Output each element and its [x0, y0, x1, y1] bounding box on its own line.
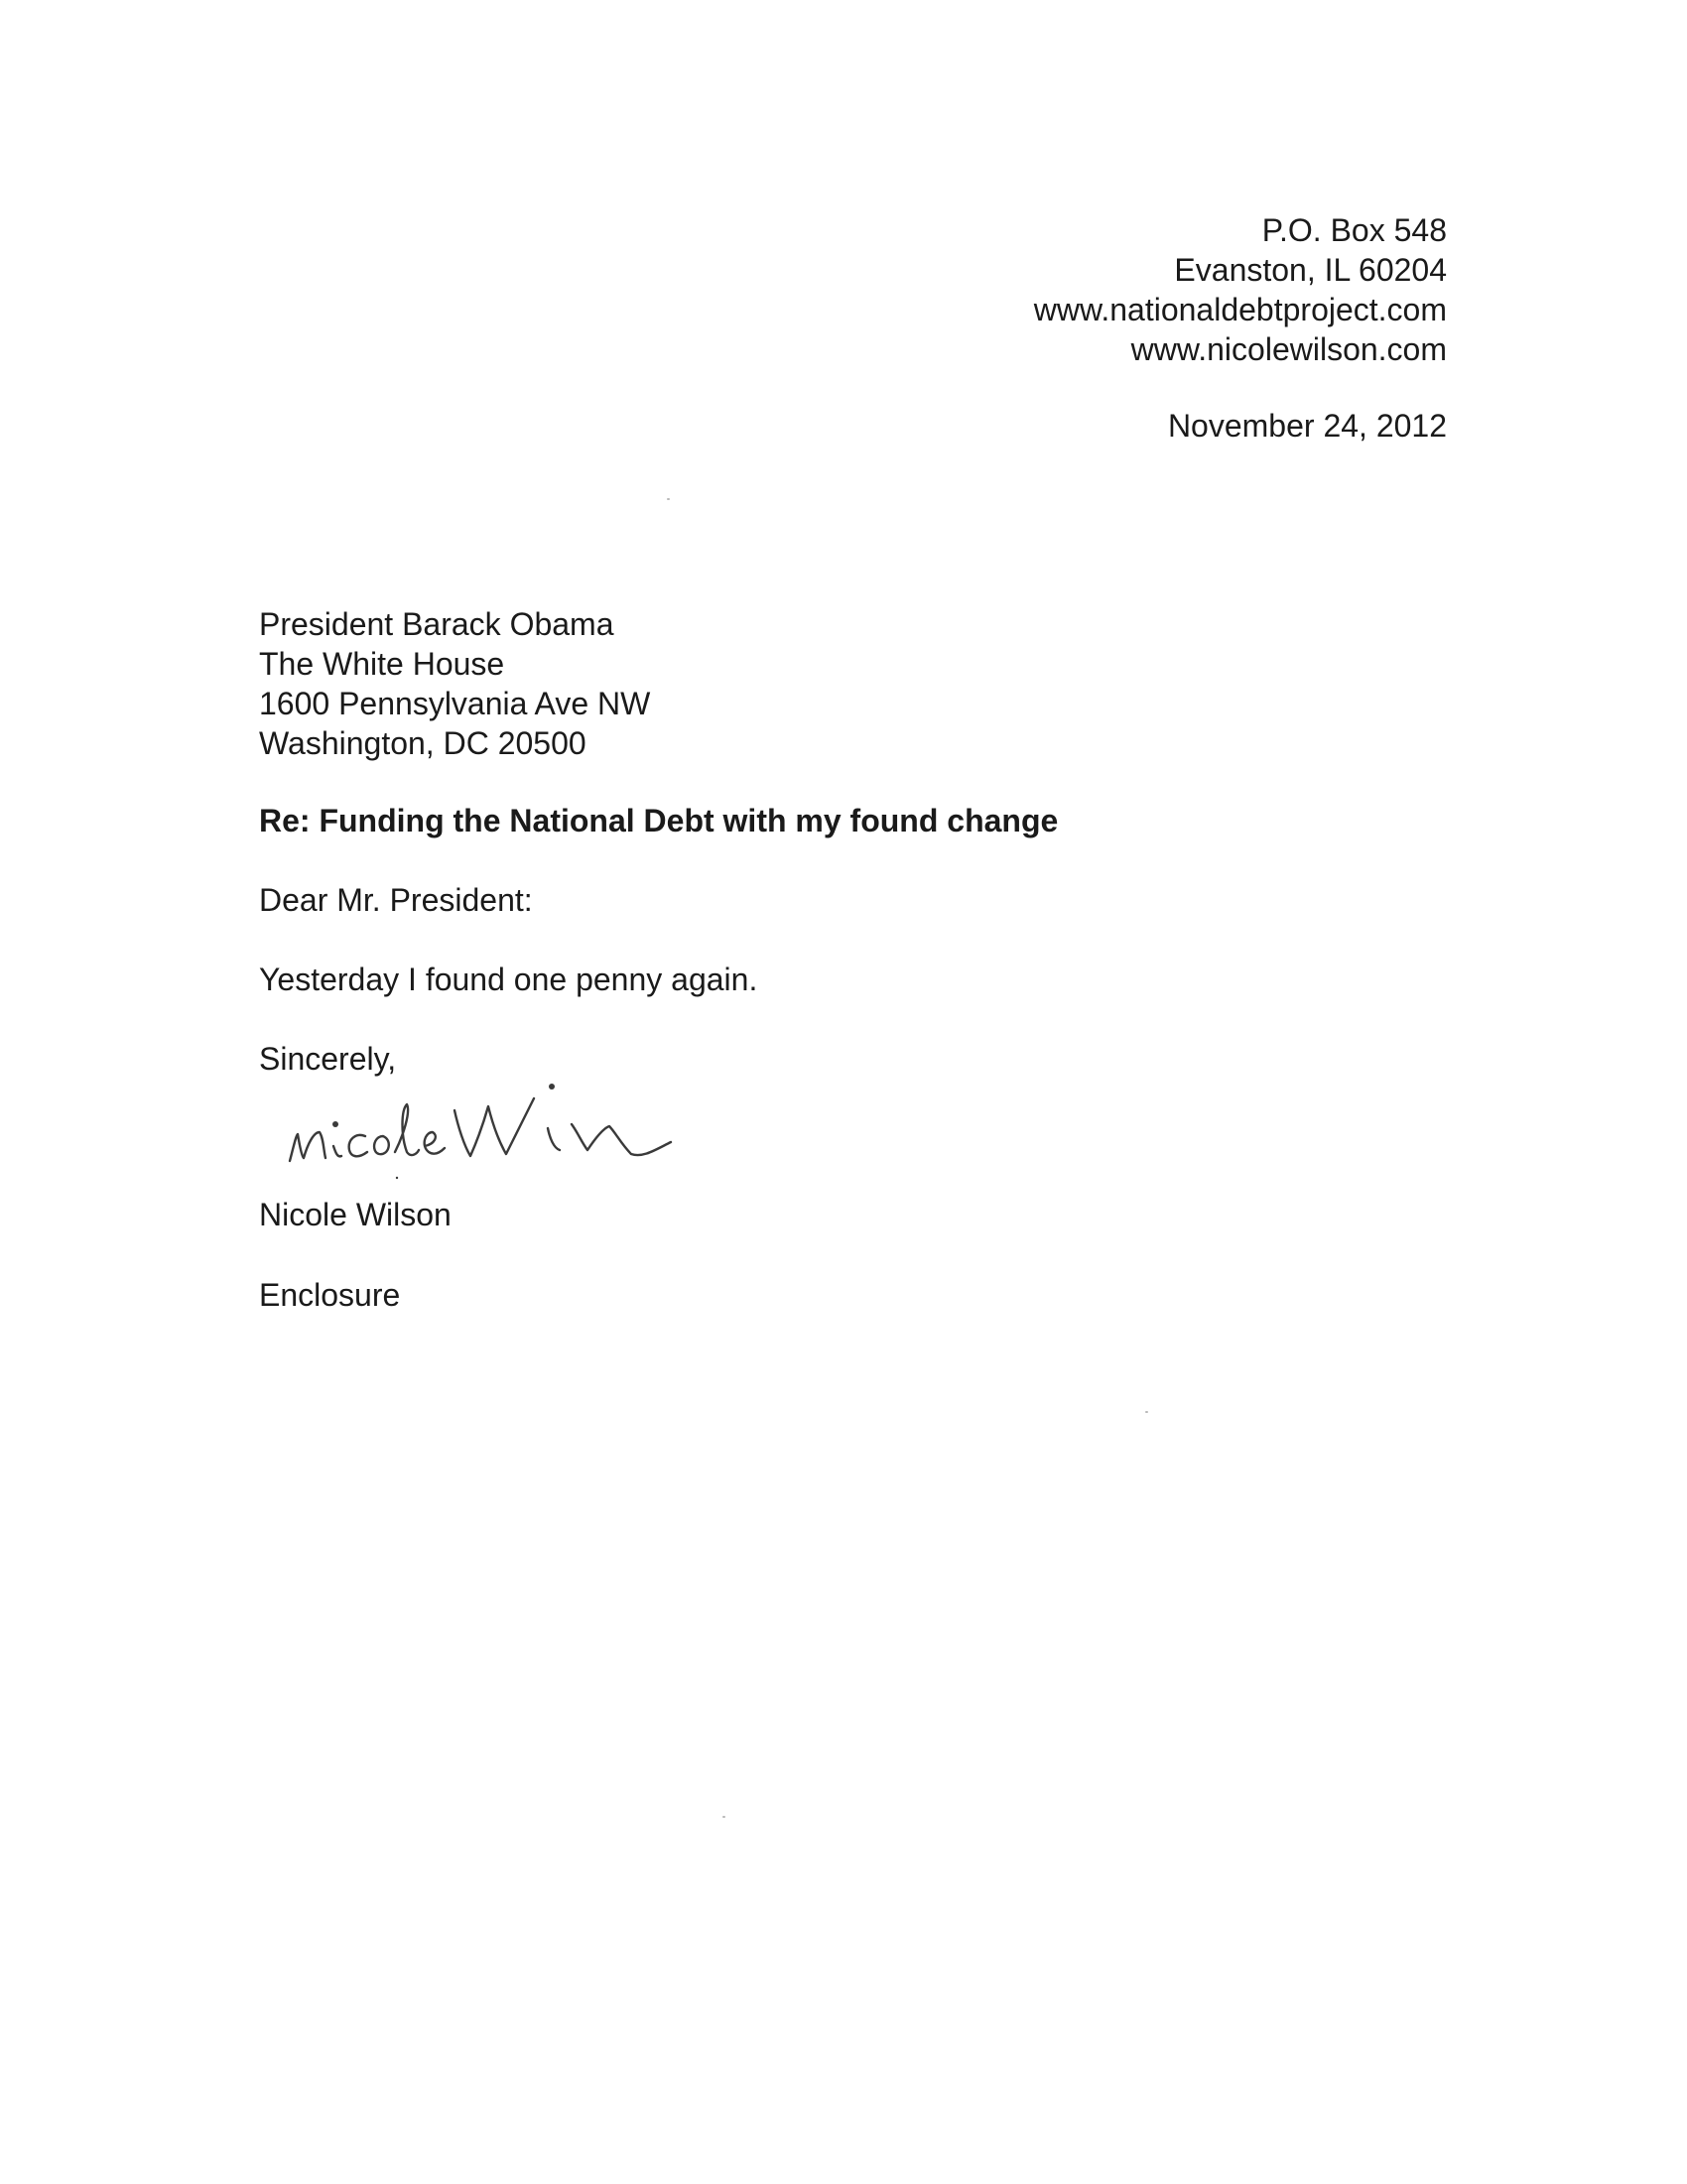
scan-speck — [667, 498, 670, 500]
closing: Sincerely, — [259, 1041, 397, 1077]
recipient-address — [259, 604, 650, 763]
subject-line: Re: Funding the National Debt with my found change — [259, 803, 1059, 838]
sender-website-project: www.nationaldebtproject.com — [1033, 292, 1447, 327]
scan-speck — [722, 1816, 725, 1818]
recipient-city-state-zip: Washington, DC 20500 — [259, 725, 586, 761]
handwritten-signature-icon — [280, 1067, 697, 1181]
sender-po-box: P.O. Box 548 — [1261, 212, 1447, 248]
sender-address — [1034, 210, 1447, 369]
scan-speck — [1145, 1411, 1148, 1413]
signer-name: Nicole Wilson — [259, 1197, 452, 1232]
recipient-organization: The White House — [259, 646, 505, 682]
letter-date: November 24, 2012 — [1167, 408, 1447, 444]
recipient-name: President Barack Obama — [259, 606, 614, 642]
body-paragraph: Yesterday I found one penny again. — [259, 962, 758, 997]
recipient-street: 1600 Pennsylvania Ave NW — [259, 686, 651, 721]
salutation: Dear Mr. President: — [259, 882, 533, 918]
sender-website-personal: www.nicolewilson.com — [1130, 331, 1447, 367]
enclosure-notation: Enclosure — [259, 1277, 401, 1313]
sender-city-state-zip: Evanston, IL 60204 — [1174, 252, 1447, 288]
